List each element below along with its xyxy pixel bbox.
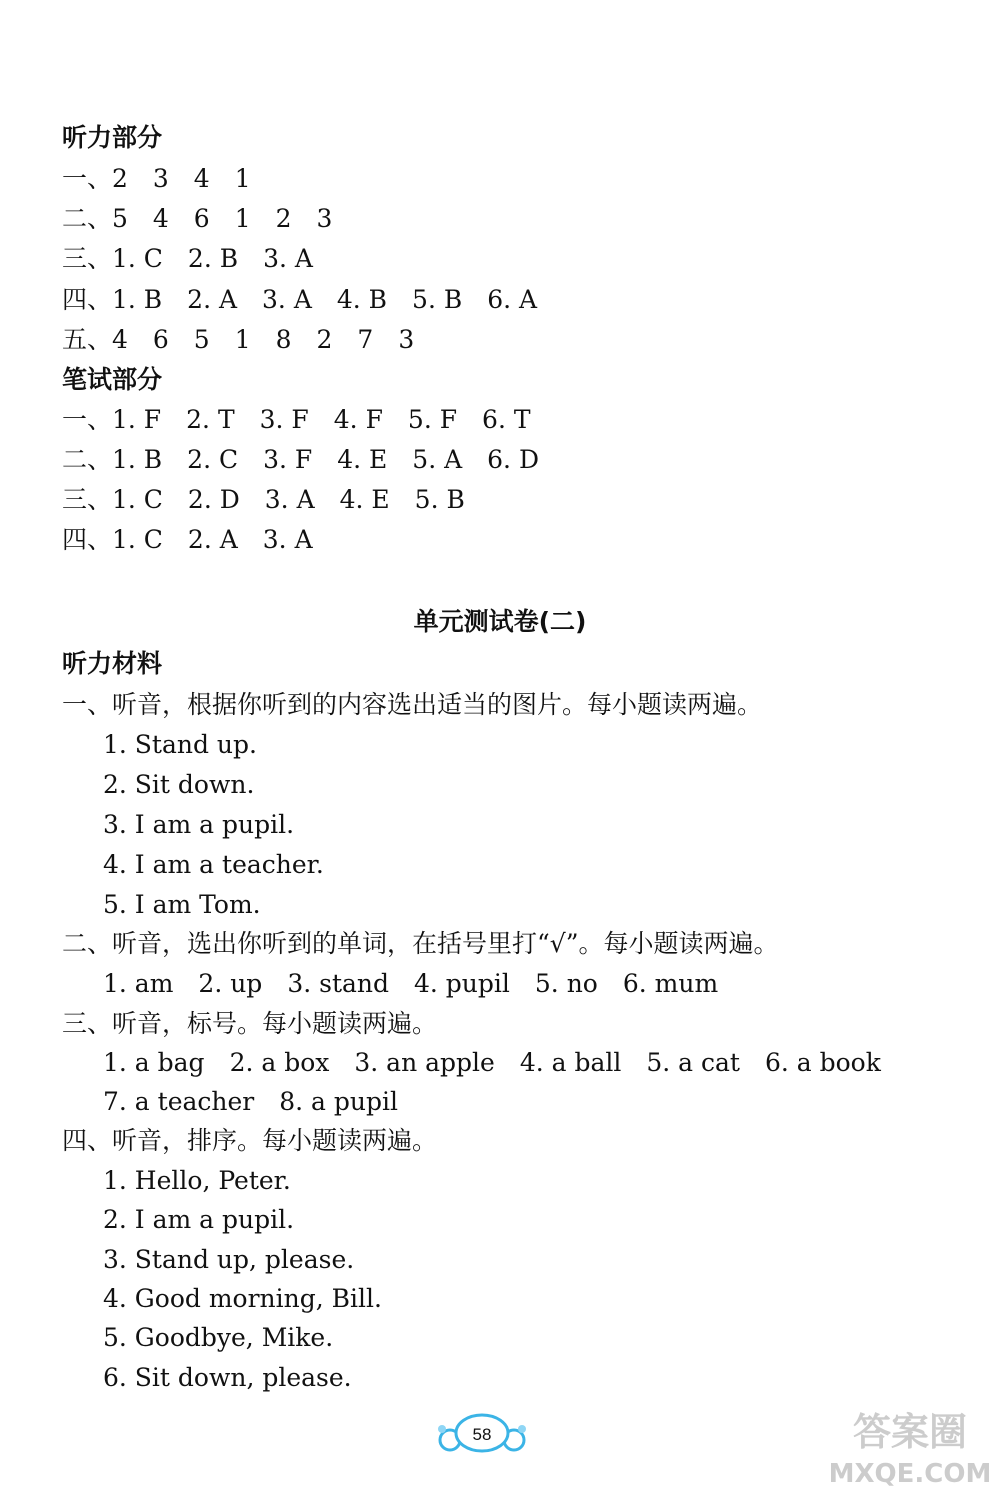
list-item: 1. Hello, Peter. <box>103 1166 291 1195</box>
page-number-badge <box>432 1410 532 1460</box>
page-number: 58 <box>472 1425 492 1444</box>
answer-line: 五、4 6 5 1 8 2 7 3 <box>62 325 415 354</box>
answer-line: 一、2 3 4 1 <box>62 164 251 193</box>
question-instruction: 四、听音，排序。每小题读两遍。 <box>62 1126 438 1155</box>
list-item: 1. a bag 2. a box 3. an apple 4. a ball 5. a cat 6. a book <box>103 1048 881 1077</box>
list-item: 1. Stand up. <box>103 730 257 759</box>
answer-line: 二、1. B 2. C 3. F 4. E 5. A 6. D <box>62 445 539 474</box>
list-item: 7. a teacher 8. a pupil <box>103 1087 398 1116</box>
answer-line: 四、1. B 2. A 3. A 4. B 5. B 6. A <box>62 285 538 314</box>
watermark-bottom-text: MXQE.COM <box>828 1459 992 1489</box>
list-item: 5. I am Tom. <box>103 890 261 919</box>
watermark-logo <box>825 1400 995 1490</box>
list-item: 4. Good morning, Bill. <box>103 1284 382 1313</box>
question-instruction: 一、听音，根据你听到的内容选出适当的图片。每小题读两遍。 <box>62 690 763 719</box>
answer-line: 二、5 4 6 1 2 3 <box>62 204 333 233</box>
question-instruction: 三、听音，标号。每小题读两遍。 <box>62 1009 438 1038</box>
list-item: 4. I am a teacher. <box>103 850 324 879</box>
answer-line: 四、1. C 2. A 3. A <box>62 525 313 554</box>
section-title-listening-material: 听力材料 <box>62 649 163 678</box>
list-item: 2. Sit down. <box>103 770 255 799</box>
list-item: 6. Sit down, please. <box>103 1363 352 1392</box>
unit-title: 单元测试卷(二) <box>413 607 587 636</box>
list-item: 5. Goodbye, Mike. <box>103 1323 334 1352</box>
section-title-listening: 听力部分 <box>62 123 163 152</box>
answer-line: 三、1. C 2. D 3. A 4. E 5. B <box>62 485 465 514</box>
list-item: 1. am 2. up 3. stand 4. pupil 5. no 6. mum <box>103 969 719 998</box>
list-item: 3. Stand up, please. <box>103 1245 355 1274</box>
section-title-written: 笔试部分 <box>62 365 163 394</box>
watermark-top-text: 答案圈 <box>852 1410 968 1454</box>
answer-line: 三、1. C 2. B 3. A <box>62 244 313 273</box>
badge-dot <box>518 1425 526 1433</box>
question-instruction: 二、听音，选出你听到的单词，在括号里打“√”。每小题读两遍。 <box>62 929 779 958</box>
answer-line: 一、1. F 2. T 3. F 4. F 5. F 6. T <box>62 405 531 434</box>
list-item: 3. I am a pupil. <box>103 810 295 839</box>
list-item: 2. I am a pupil. <box>103 1205 295 1234</box>
badge-dot <box>438 1425 446 1433</box>
